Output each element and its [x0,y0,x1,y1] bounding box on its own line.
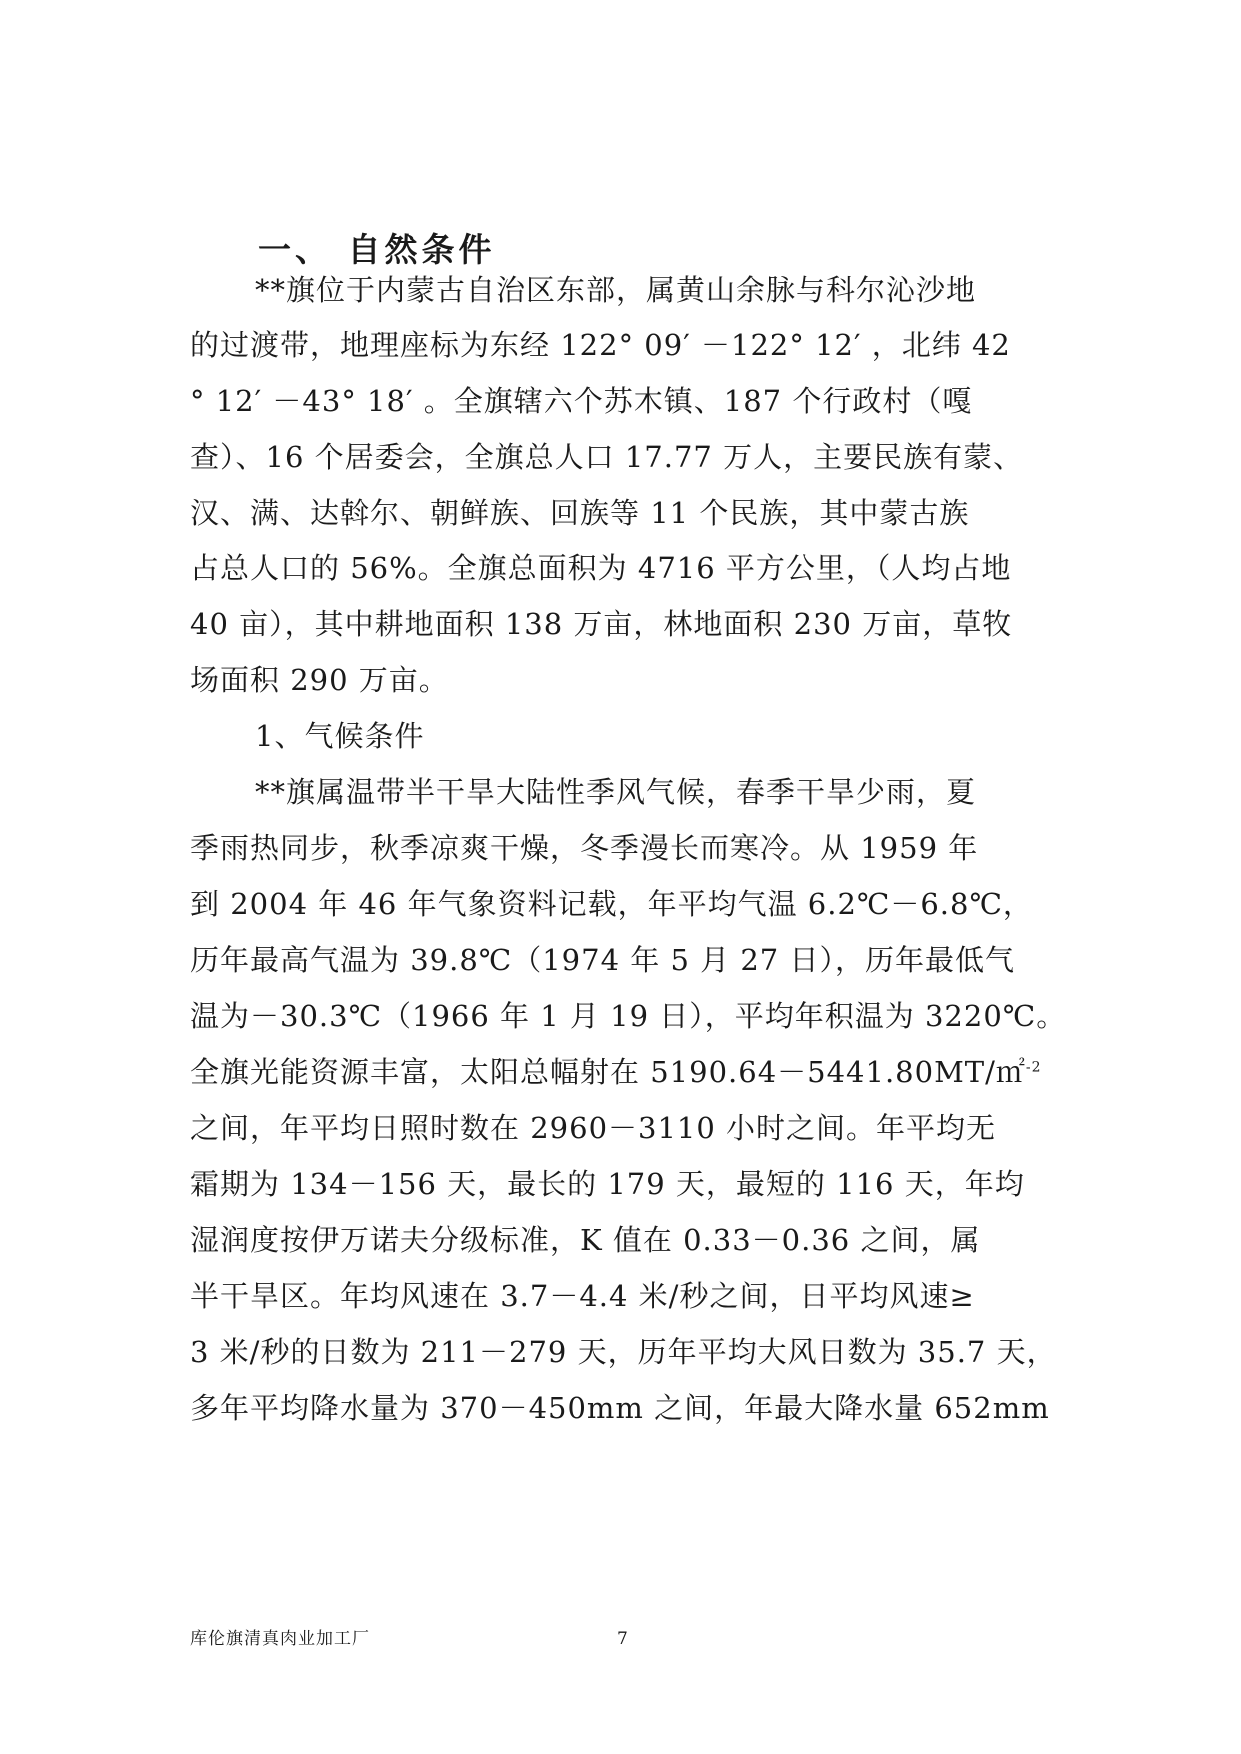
paragraph-line: 40 亩），其中耕地面积 138 万亩，林地面积 230 万亩，草牧 [190,607,1013,641]
paragraph-line: 半干旱区。年均风速在 3.7－4.4 米/秒之间，日平均风速≥ [190,1279,975,1313]
paragraph-line: 温为－30.3℃（1966 年 1 月 19 日），平均年积温为 3220℃。 [190,999,1067,1033]
paragraph-line: 历年最高气温为 39.8℃（1974 年 5 月 27 日），历年最低气 [190,943,1015,977]
paragraph-line: 霜期为 134－156 天，最长的 179 天，最短的 116 天，年均 [190,1167,1025,1201]
paragraph-line: 3 米/秒的日数为 211－279 天，历年平均大风日数为 35.7 天， [190,1335,1057,1369]
paragraph-line: 季雨热同步，秋季凉爽干燥，冬季漫长而寒冷。从 1959 年 [190,831,979,865]
paragraph-line: 的过渡带，地理座标为东经 122° 09′ －122° 12′ ，北纬 42 [190,328,1011,362]
paragraph-line-text: 全旗光能资源丰富，太阳总幅射在 5190.64－5441.80MT/㎡ [190,1055,1026,1089]
paragraph-line: ° 12′ －43° 18′ 。全旗辖六个苏木镇、187 个行政村（嘎 [190,384,973,418]
paragraph-line: 查）、16 个居委会，全旗总人口 17.77 万人，主要民族有蒙、 [190,440,1024,474]
paragraph-line: 占总人口的 56%。全旗总面积为 4716 平方公里，（人均占地 [190,551,1012,585]
section-heading: 一、 自然条件 [258,230,496,269]
subsection-heading: 1、气候条件 [255,719,425,753]
paragraph-line: **旗位于内蒙古自治区东部，属黄山余脉与科尔沁沙地 [255,273,977,307]
paragraph-line: 多年平均降水量为 370－450mm 之间，年最大降水量 652mm [190,1391,1050,1425]
page-number: 7 [617,1629,628,1649]
superscript: -2 [1025,1059,1042,1076]
paragraph-line: 场面积 290 万亩。 [190,663,449,697]
paragraph-line: 汉、满、达斡尔、朝鲜族、回族等 11 个民族，其中蒙古族 [190,496,970,530]
paragraph-line: 之间，年平均日照时数在 2960－3110 小时之间。年平均无 [190,1111,997,1145]
paragraph-line [190,1052,1042,1092]
paragraph-line: **旗属温带半干旱大陆性季风气候，春季干旱少雨，夏 [255,775,977,809]
paragraph-line: 湿润度按伊万诺夫分级标准，K 值在 0.33－0.36 之间，属 [190,1223,981,1257]
footer-company: 库伦旗清真肉业加工厂 [190,1629,370,1649]
paragraph-line: 到 2004 年 46 年气象资料记载，年平均气温 6.2℃－6.8℃， [190,887,1033,921]
